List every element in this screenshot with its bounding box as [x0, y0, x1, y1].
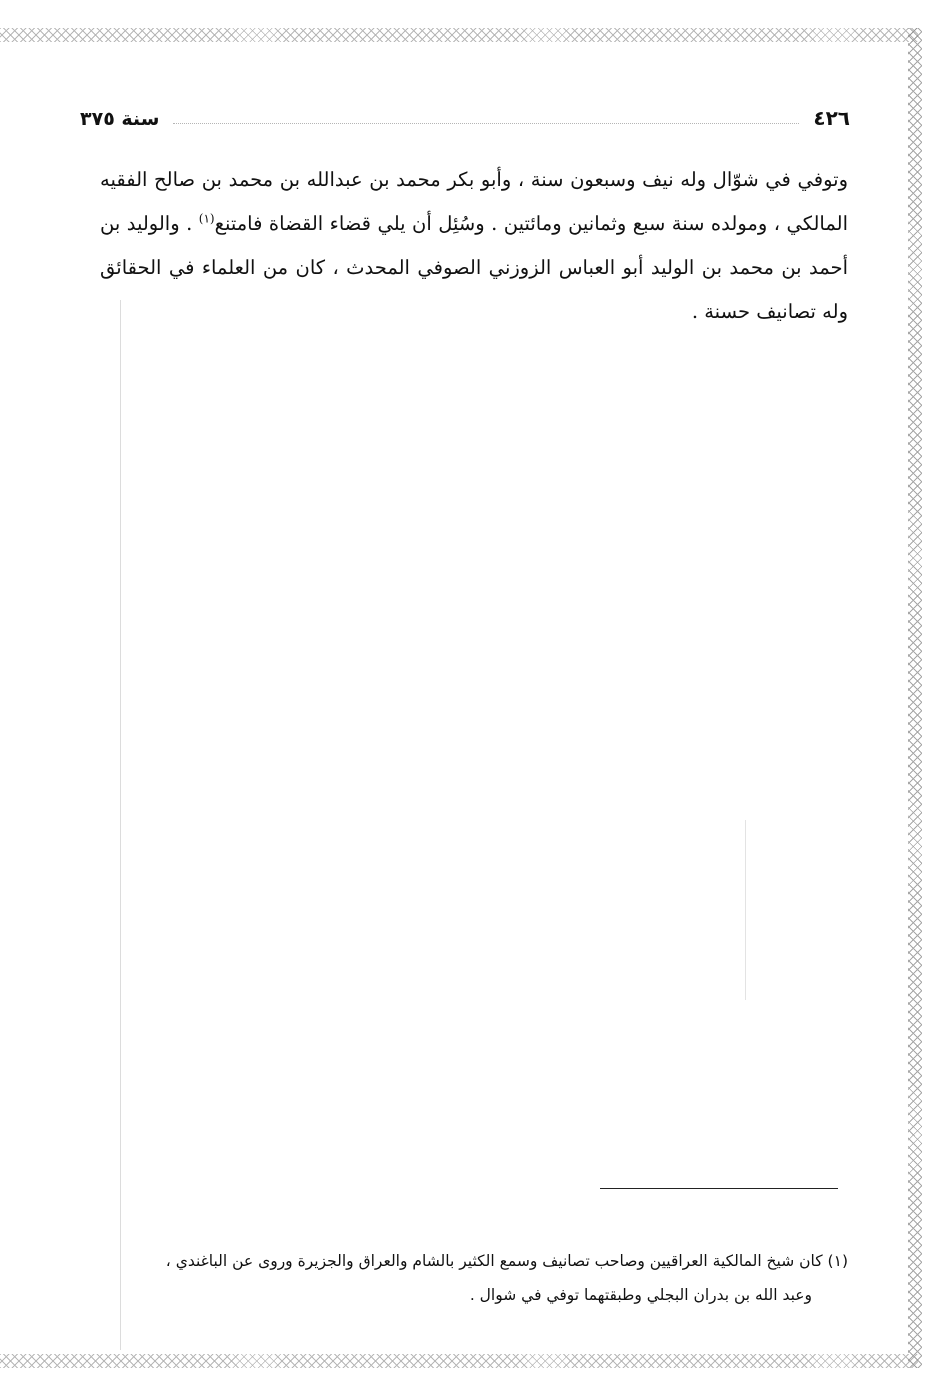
- body-text-part-2: . والوليد بن أحمد بن محمد بن الوليد أبو العباس الزوزني الصوفي المحدث ، كان من العلماء في الحقائق وله تصانيف حسنة .: [100, 212, 848, 323]
- scan-artifact-line: [745, 820, 746, 1000]
- page-number: ٤٢٦: [813, 106, 850, 130]
- decorative-border-right: [908, 28, 922, 1368]
- footnote-marker: (١): [198, 211, 215, 226]
- footnote-line-1: (١) كان شيخ المالكية العراقيين وصاحب تصانيف وسمع الكثير بالشام والعراق والجزيرة وروى عن الباغندي ،: [165, 1252, 848, 1270]
- page-header: [80, 94, 850, 130]
- running-title: سنة ٣٧٥: [80, 108, 160, 130]
- body-paragraph: [100, 158, 848, 334]
- scan-artifact-line: [120, 300, 121, 1350]
- decorative-border-bottom: [0, 1354, 918, 1368]
- footnote: [100, 1244, 848, 1312]
- body-text-part-1: وتوفي في شوّال وله نيف وسبعون سنة ، وأبو بكر محمد بن عبدالله بن محمد بن صالح الفقيه المالكي ، ومولده سنة سبع وثمانين ومائتين . وسُئِل أن يلي قضاء القضاة فامتنع: [100, 168, 849, 235]
- header-dotted-rule: [173, 123, 799, 124]
- footnote-separator: [600, 1188, 838, 1189]
- footnote-line-2: وعبد الله بن بدران البجلي وطبقتهما توفي في شوال .: [469, 1286, 812, 1304]
- decorative-border-top: [0, 28, 918, 42]
